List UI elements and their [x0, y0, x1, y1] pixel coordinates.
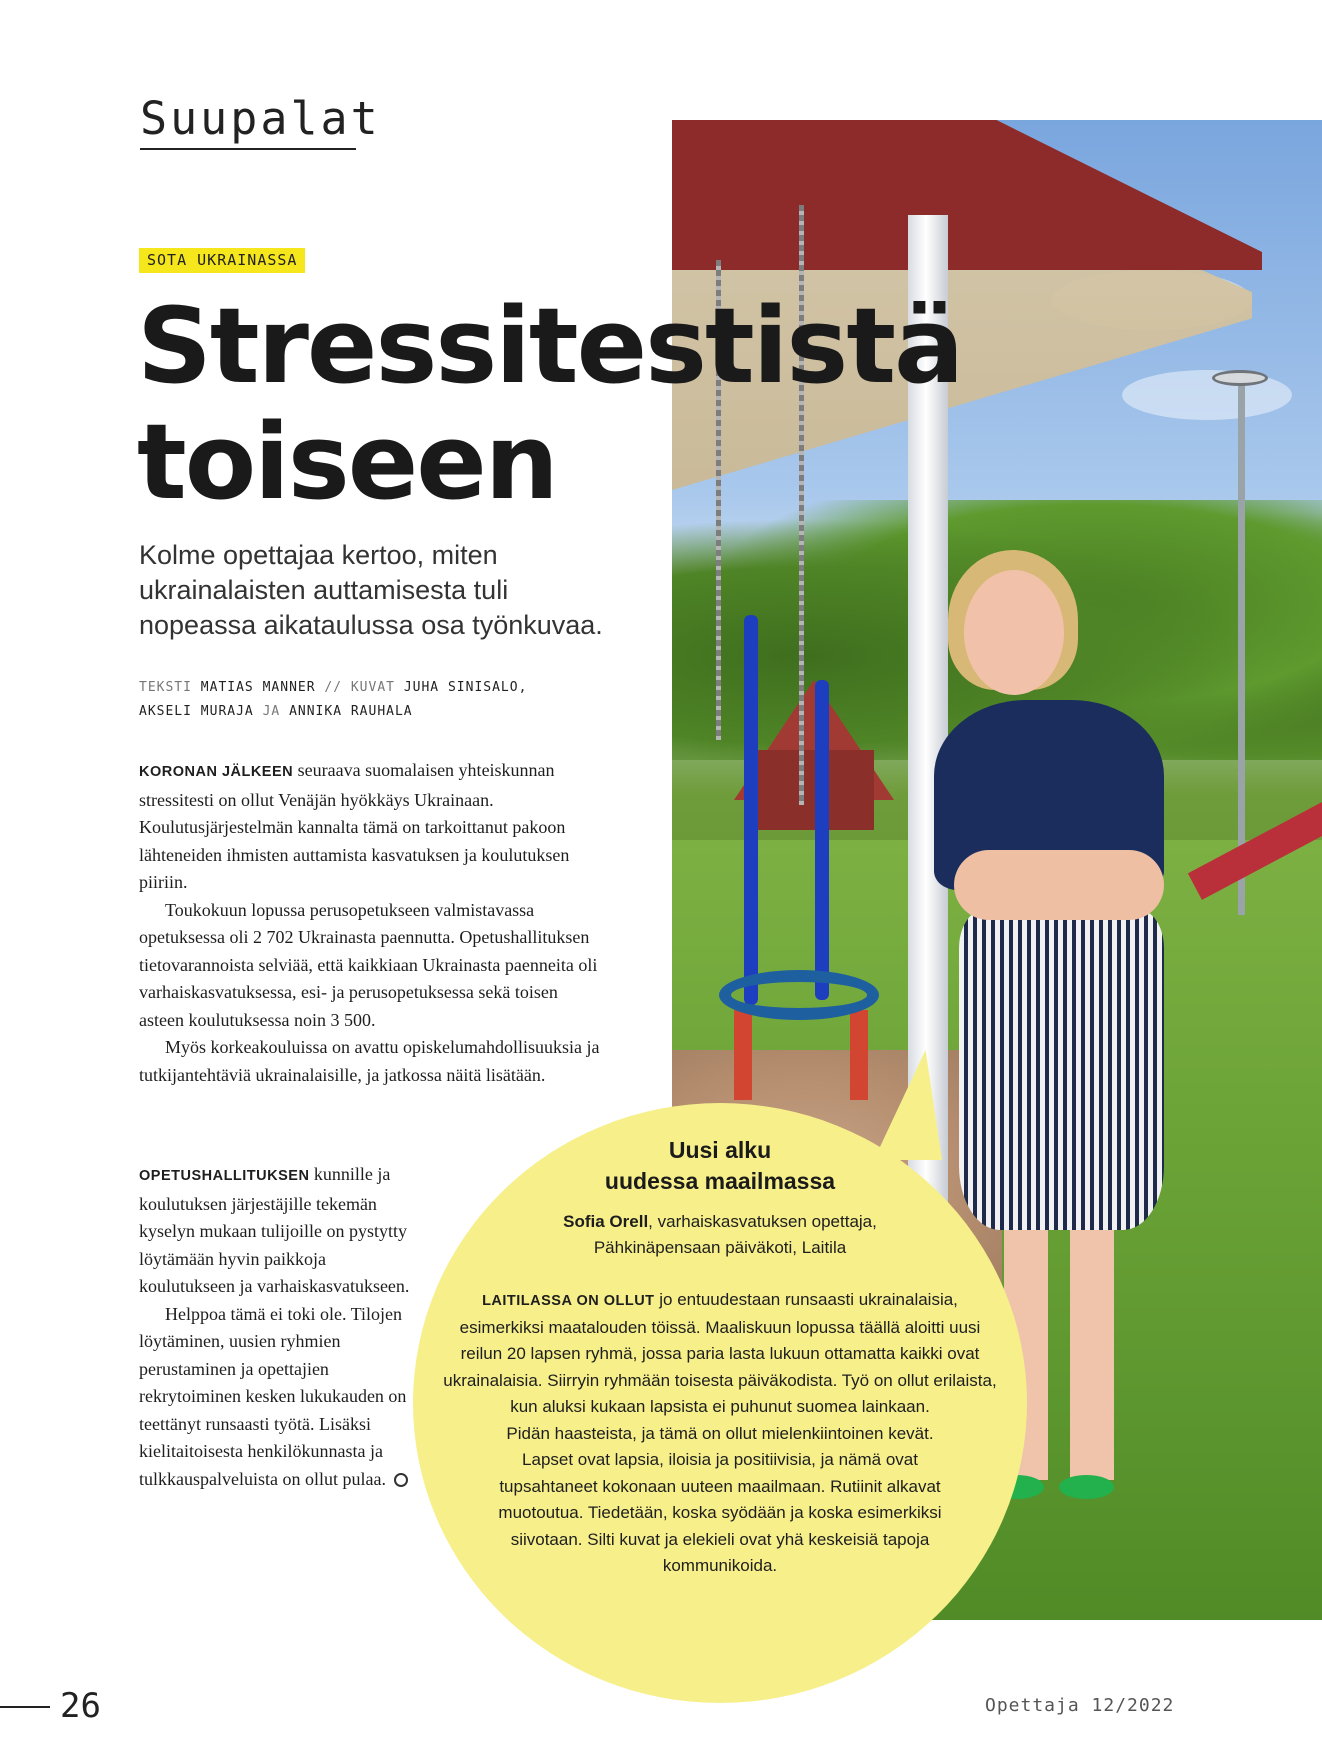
- body-paragraph: [139, 1161, 413, 1301]
- bubble-title: [433, 1135, 1007, 1197]
- lead-paragraph: Kolme opettajaa kertoo, miten ukrainalaisten auttamisesta tuli nopeassa aikataulussa osa työnkuvaa.: [139, 540, 603, 640]
- swing-rope-right: [815, 680, 829, 1000]
- bubble-person: [433, 1209, 1007, 1261]
- person-name: Sofia Orell: [563, 1212, 649, 1231]
- paragraph-lead-in: KORONAN JÄLKEEN: [139, 764, 294, 780]
- headline-line-1: Stressitestistä: [137, 285, 963, 407]
- byline-photographer: ANNIKA RAUHALA: [289, 704, 413, 719]
- person-workplace: Pähkinäpensaan päiväkoti, Laitila: [593, 1238, 847, 1257]
- footer-rule: [0, 1706, 50, 1708]
- bubble-text: jo entuudestaan runsaasti ukrainalaisia, esimerkiksi maatalouden töissä. Maaliskuun lopussa täällä aloitti uusi reilun 20 lapsen ryhmä, jossa paria lasta lukuun ottamatta kaikki ovat ukrainalaisia. Siirryin ryhmään toisesta päiväkodista. Työ on ollut erilaista, kun aluksi kukaan lapsista ei puhunut suomea lainkaan.: [443, 1290, 997, 1416]
- swing-rope-left: [744, 615, 758, 1005]
- play-house-body: [754, 750, 874, 830]
- green-shoe: [1059, 1475, 1114, 1499]
- body-paragraph: [139, 1301, 413, 1494]
- bubble-title-line-1: Uusi alku: [668, 1137, 772, 1163]
- swing-seat-leg: [734, 1010, 752, 1100]
- paragraph-text: seuraava suomalaisen yhteiskunnan stressitesti on ollut Venäjän hyökkäys Ukrainaan. Koulutusjärjestelmän kannalta tämä on tarkoittanut pakoon lähteneiden ihmisten auttamista kasvatuksen ja koulutuksen piiriin.: [139, 760, 570, 892]
- paragraph-lead-in: OPETUSHALLITUKSEN: [139, 1168, 310, 1184]
- body-column-2: [139, 1161, 413, 1493]
- speech-bubble-content: [433, 1135, 1007, 1580]
- byline-photographer: JUHA SINISALO,: [403, 680, 528, 695]
- swing-seat: [719, 970, 879, 1020]
- street-lamp-pole: [1238, 375, 1245, 915]
- end-mark-icon: [394, 1473, 408, 1487]
- crossed-arms: [954, 850, 1164, 920]
- paragraph-text: Helppoa tämä ei toki ole. Tilojen löytäminen, uusien ryhmien perustaminen ja opettajien rekrytoiminen kesken lukukauden on teettänyt runsaasti työtä. Lisäksi kielitaitoisesta henkilökunnasta ja tulkkauspalveluista on ollut pulaa.: [139, 1303, 407, 1489]
- byline-photos-label: KUVAT: [350, 680, 395, 695]
- bubble-paragraph: Pidän haasteista, ja tämä on ollut mielenkiintoinen kevät. Lapset ovat lapsia, iloisia ja positiivisia, ja nämä ovat tupsahtaneet kokonaan uuteen maailmaan. Rutiinit alkavat muotoutua. Tiedetään, koska syödään ja koska esimerkiksi siivotaan. Silti kuvat ja elekieli ovat yhä keskeisiä tapoja kommunikoida.: [498, 1423, 942, 1575]
- swing-seat-leg: [850, 1010, 868, 1100]
- byline-and: JA: [262, 704, 281, 719]
- paragraph-text: kunnille ja koulutuksen järjestäjille tekemän kyselyn mukaan tulijoille on pystytty löytämään hyvin paikkoja koulutukseen ja varhaiskasvatukseen.: [139, 1164, 410, 1296]
- headline: [137, 285, 1137, 523]
- byline-author: MATIAS MANNER: [200, 680, 316, 695]
- section-rule: [140, 148, 356, 150]
- play-house: [734, 680, 894, 830]
- magazine-issue: Opettaja 12/2022: [985, 1695, 1175, 1716]
- byline-photographer: AKSELI MURAJA: [139, 704, 254, 719]
- body-paragraph: [139, 757, 605, 897]
- body-paragraph: Toukokuun lopussa perusopetukseen valmistavassa opetuksessa oli 2 702 Ukrainasta paennutta. Opetushallituksen tietovarannoista selviää, että kaikkiaan Ukrainasta paenneita oli varhaiskasvatuksessa, esi- ja perusopetuksessa sekä toisen asteen koulutuksessa noin 3 500.: [139, 899, 598, 1030]
- category-tag: SOTA UKRAINASSA: [139, 248, 305, 273]
- headline-line-2: toiseen: [137, 401, 557, 523]
- face: [964, 570, 1064, 695]
- bubble-body: [433, 1287, 1007, 1580]
- bubble-lead-in: LAITILASSA ON OLLUT: [482, 1293, 655, 1309]
- body-column-1: [139, 757, 605, 1089]
- bubble-paragraph: [433, 1287, 1007, 1421]
- street-lamp-head: [1212, 370, 1268, 386]
- section-label: Suupalat: [140, 92, 381, 145]
- body-paragraph: Myös korkeakouluissa on avattu opiskelumahdollisuuksia ja tutkijantehtäviä ukrainalaisille, ja jatkossa näitä lisätään.: [139, 1037, 600, 1085]
- byline: [139, 676, 639, 724]
- byline-separator: //: [324, 680, 343, 695]
- byline-text-label: TEKSTI: [139, 680, 192, 695]
- shelter-roof: [672, 120, 1262, 270]
- person-role: , varhaiskasvatuksen opettaja,: [648, 1212, 877, 1231]
- page-number: 26: [60, 1686, 101, 1726]
- bubble-title-line-2: uudessa maailmassa: [604, 1168, 836, 1194]
